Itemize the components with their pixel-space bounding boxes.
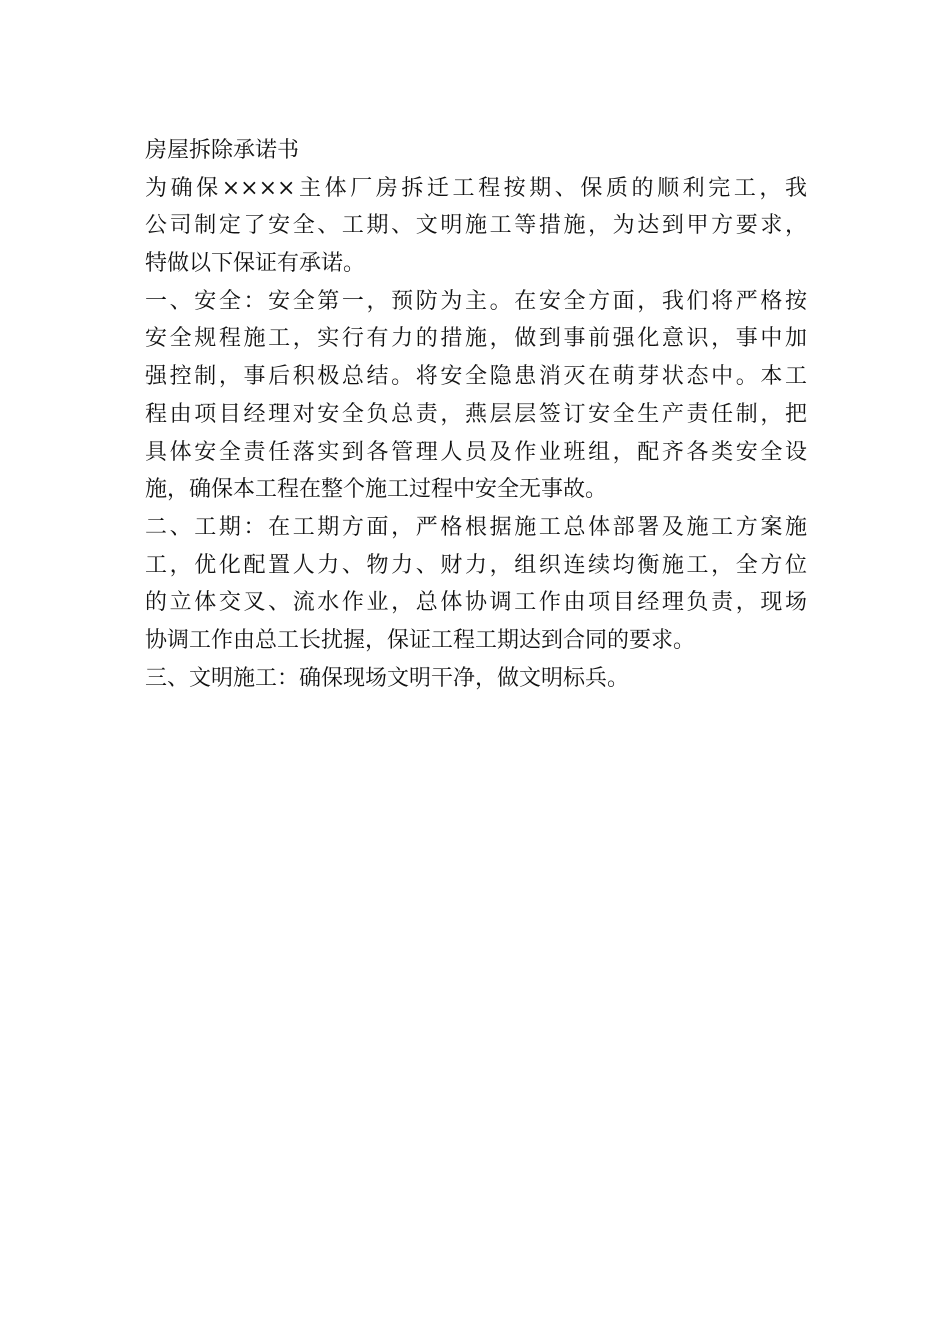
document-body	[145, 132, 807, 697]
text-line: 强控制，事后积极总结。将安全隐患消灭在萌芽状态中。本工	[145, 364, 807, 390]
text-line: 为确保××××主体厂房拆迁工程按期、保质的顺利完工，我	[145, 175, 807, 201]
text-line: 三、文明施工：确保现场文明干净，做文明标兵。	[145, 665, 630, 691]
text-line: 安全规程施工，实行有力的措施，做到事前强化意识，事中加	[145, 326, 807, 352]
text-line: 协调工作由总工长扰握，保证工程工期达到合同的要求。	[145, 627, 696, 653]
document-title: 房屋拆除承诺书	[145, 138, 300, 163]
text-line: 特做以下保证有承诺。	[145, 251, 366, 277]
text-line: 施，确保本工程在整个施工过程中安全无事故。	[145, 477, 608, 503]
text-line: 二、工期：在工期方面，严格根据施工总体部署及施工方案施	[145, 514, 807, 540]
text-line: 公司制定了安全、工期、文明施工等措施，为达到甲方要求，	[145, 213, 807, 239]
text-line: 一、安全：安全第一，预防为主。在安全方面，我们将严格按	[145, 288, 807, 314]
text-line: 程由项目经理对安全负总责，燕层层签订安全生产责任制，把	[145, 401, 807, 427]
text-line: 工，优化配置人力、物力、财力，组织连续均衡施工，全方位	[145, 552, 807, 578]
text-line: 的立体交叉、流水作业，总体协调工作由项目经理负责，现场	[145, 590, 807, 616]
text-line: 具体安全责任落实到各管理人员及作业班组，配齐各类安全设	[145, 439, 807, 465]
